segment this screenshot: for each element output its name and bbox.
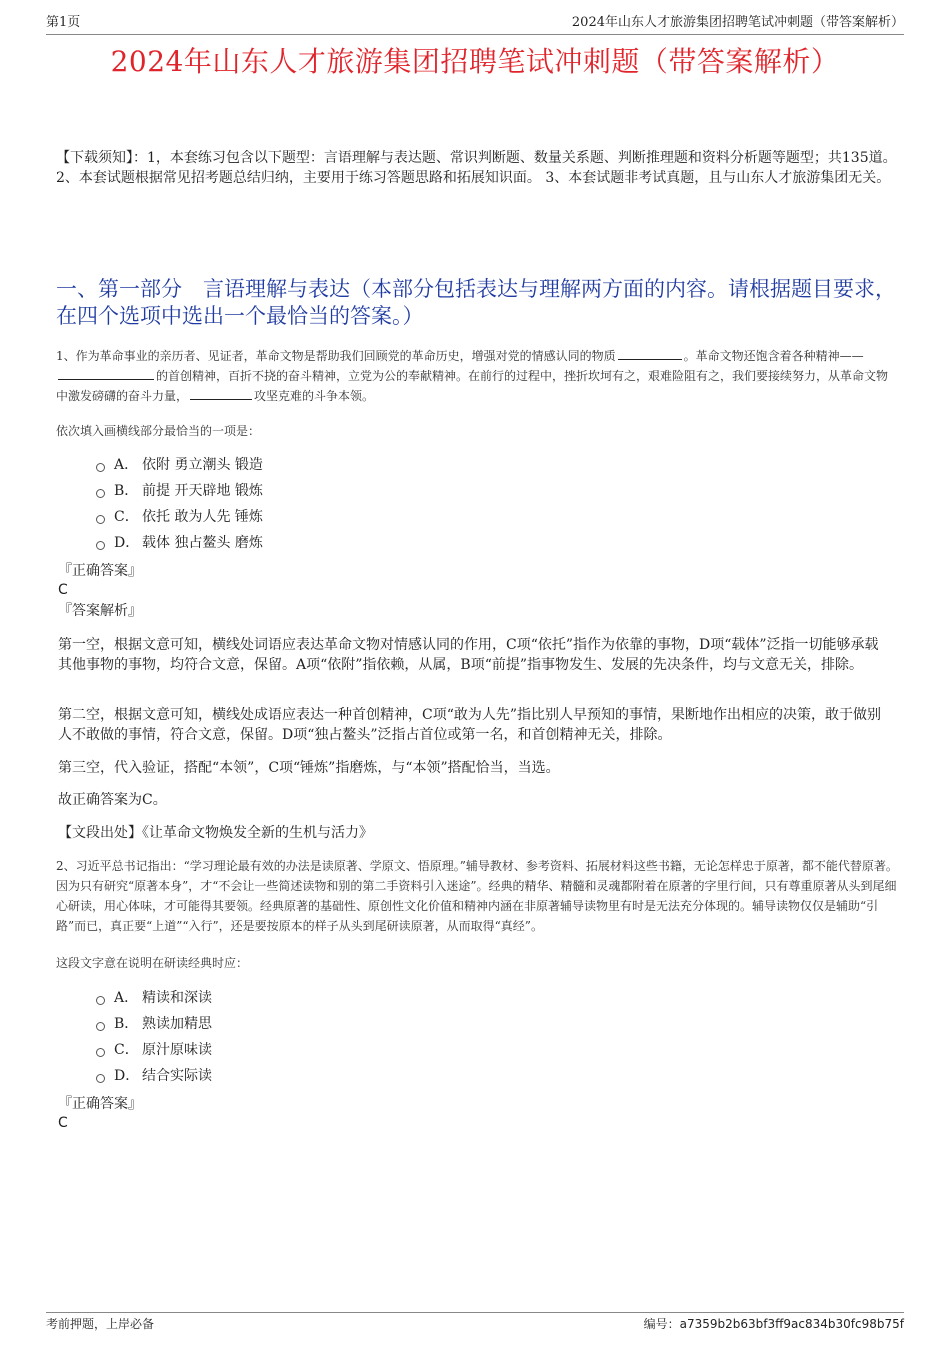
q1-option-b[interactable]: B． 前提 开天辟地 锻炼 (96, 478, 263, 504)
q1-answer: C (58, 582, 68, 598)
q2-answer-label: 『正确答案』 (58, 1096, 142, 1112)
question-1-prompt: 依次填入画横线部分最恰当的一项是： (56, 424, 261, 438)
footer-slogan: 考前押题，上岸必备 (46, 1317, 155, 1331)
q1-analysis-1: 第一空，根据文意可知，横线处词语应表达革命文物对情感认同的作用，C项“依托”指作为依靠的事物，D项“载体”泛指一切能够承载其他事物的事物，均符合文意，保留。A项“依附”指依赖，从属，B项“前提”指事物发生、发展的先决条件，均与文意无关，排除。 (58, 637, 879, 673)
q1-text-1: 1、作为革命事业的亲历者、见证者，革命文物是帮助我们回顾党的革命历史，增强对党的情感认同的物质 (56, 349, 616, 363)
question-2-prompt: 这段文字意在说明在研读经典时应： (56, 956, 249, 970)
document-title: 2024年山东人才旅游集团招聘笔试冲刺题（带答案解析） (110, 45, 840, 78)
footer-code (644, 1315, 904, 1333)
q1-text-3: 的首创精神，百折不挠的奋斗精神，立党为公的奉献精神。在前行的过程中，挫折坎坷有之，艰难险阻有之，我们要接续努力，从革命文物中激发磅礴的奋斗力量， (56, 369, 889, 403)
q2-option-c[interactable]: C． 原汁原味读 (96, 1037, 212, 1063)
radio-icon[interactable] (96, 463, 105, 472)
question-1-stem (56, 346, 898, 406)
q2-answer: C (58, 1115, 68, 1131)
q2-option-a-text: 精读和深读 (142, 990, 212, 1006)
q1-source: 【文段出处】《让革命文物焕发全新的生机与活力》 (58, 825, 373, 841)
q1-option-d[interactable]: D． 载体 独占鳌头 磨炼 (96, 530, 263, 556)
footer-code-value: a7359b2b63bf3ff9ac834b30fc98b75f (679, 1317, 904, 1331)
page-number: 第1页 (46, 15, 81, 30)
radio-icon[interactable] (96, 1074, 105, 1083)
radio-icon[interactable] (96, 1048, 105, 1057)
q1-option-b-text: 前提 开天辟地 锻炼 (142, 483, 263, 499)
q2-option-d[interactable]: D． 结合实际读 (96, 1063, 212, 1089)
q1-answer-label: 『正确答案』 (58, 563, 142, 579)
question-2-options (96, 985, 212, 1089)
q2-option-d-text: 结合实际读 (142, 1068, 212, 1084)
question-1-options (96, 452, 263, 556)
radio-icon[interactable] (96, 515, 105, 524)
question-2-stem: 2、习近平总书记指出：“学习理论最有效的办法是读原著、学原文、悟原理。”辅导教材、参考资料、拓展材料这些书籍，无论怎样忠于原著，都不能代替原著。因为只有研究“原著本身”，才“不会让一些简述读物和别的第二手资料引入迷途”。经典的精华、精髓和灵魂都附着在原著的字里行间，只有尊重原著从头到尾细心研读，用心体味，才可能得其要领。经典原著的基础性、原创性文化价值和精神内涵在非原著辅导读物里有时是无法充分体现的。辅导读物仅仅是辅助“引路”而已，真正要“上道”“入行”，还是要按原本的样子从头到尾研读原著，从而取得“真经”。 (56, 859, 898, 933)
header-doc-title: 2024年山东人才旅游集团招聘笔试冲刺题（带答案解析） (571, 15, 904, 30)
radio-icon[interactable] (96, 489, 105, 498)
footer-code-label: 编号： (643, 1317, 680, 1331)
q1-analysis-4: 故正确答案为C。 (58, 792, 167, 808)
q2-option-b-text: 熟读加精思 (142, 1016, 212, 1032)
q1-blank-1 (618, 346, 682, 360)
page-footer (46, 1312, 904, 1331)
page-header (46, 14, 904, 35)
q1-text-4: 攻坚克难的斗争本领。 (254, 389, 375, 403)
radio-icon[interactable] (96, 1022, 105, 1031)
q1-option-c[interactable]: C． 依托 敢为人先 锤炼 (96, 504, 263, 530)
download-notice: 【下载须知】：1，本套练习包含以下题型：言语理解与表达题、常识判断题、数量关系题、判断推理题和资料分析题等题型；共135道。 2、本套试题根据常见招考题总结归纳，主要用于练习答题思路和拓展知识面。 3、本套试题非考试真题，且与山东人才旅游集团无关。 (56, 150, 897, 186)
q1-option-c-text: 依托 敢为人先 锤炼 (142, 509, 263, 525)
q1-blank-3 (190, 386, 252, 400)
radio-icon[interactable] (96, 541, 105, 550)
q1-analysis-label: 『答案解析』 (58, 603, 142, 619)
q2-option-b[interactable]: B． 熟读加精思 (96, 1011, 212, 1037)
radio-icon[interactable] (96, 996, 105, 1005)
q1-option-d-text: 载体 独占鳌头 磨炼 (142, 535, 263, 551)
q1-analysis-2: 第二空，根据文意可知，横线处成语应表达一种首创精神，C项“敢为人先”指比别人早预知的事情，果断地作出相应的决策，敢于做别人不敢做的事情，符合文意，保留。D项“独占鳌头”泛指占首位或第一名，和首创精神无关，排除。 (58, 707, 882, 743)
q2-option-c-text: 原汁原味读 (142, 1042, 212, 1058)
q1-blank-2 (58, 366, 154, 380)
q1-analysis-3: 第三空，代入验证，搭配“本领”，C项“锤炼”指磨炼，与“本领”搭配恰当，当选。 (58, 760, 560, 776)
section-heading: 一、第一部分 言语理解与表达（本部分包括表达与理解两方面的内容。请根据题目要求，在四个选项中选出一个最恰当的答案。） (56, 277, 896, 328)
q1-text-2: 。革命文物还饱含着各种精神—— (683, 349, 864, 363)
q1-option-a-text: 依附 勇立潮头 锻造 (142, 457, 263, 473)
q2-option-a[interactable]: A． 精读和深读 (96, 985, 212, 1011)
q1-option-a[interactable]: A． 依附 勇立潮头 锻造 (96, 452, 263, 478)
